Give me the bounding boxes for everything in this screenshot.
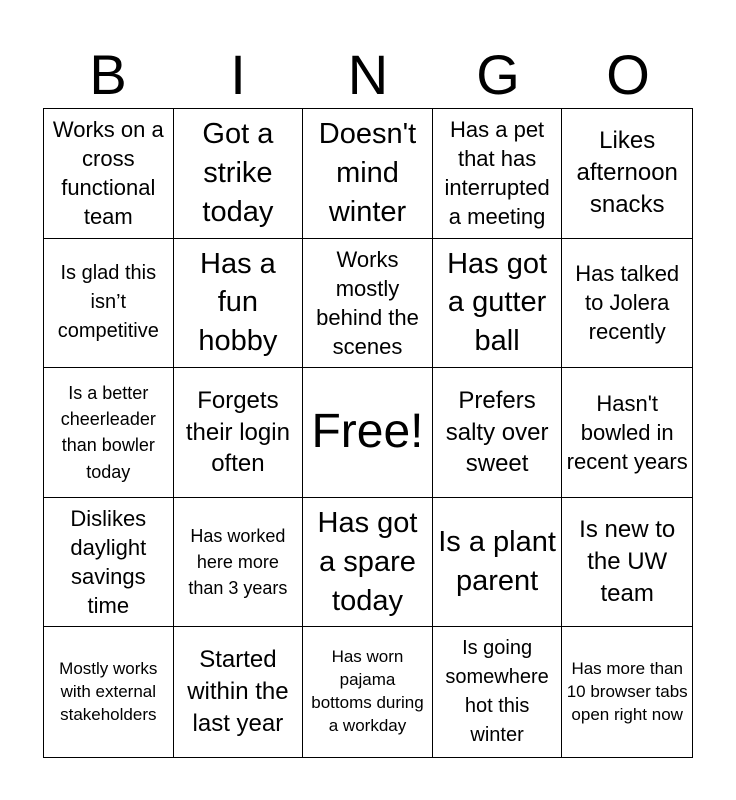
cell-text: Has got a spare today xyxy=(317,506,418,617)
cell-text: Has worked here more than 3 years xyxy=(188,525,288,599)
bingo-cell[interactable] xyxy=(562,627,692,757)
header-letter-b: B xyxy=(89,43,127,106)
header-letter-n: N xyxy=(347,43,389,106)
cell-text: Got a strike today xyxy=(202,118,274,228)
free-space-text: Free! xyxy=(311,405,424,459)
header-letter-g: G xyxy=(476,43,520,106)
header-letter-i: I xyxy=(230,43,246,106)
bingo-cell[interactable] xyxy=(44,368,174,498)
cell-text: Is a plant parent xyxy=(438,526,556,598)
bingo-cell[interactable] xyxy=(303,239,433,369)
bingo-cell[interactable] xyxy=(562,498,692,628)
cell-text: Has a pet that has interrupted a meeting xyxy=(444,117,550,230)
cell-text: Is a better cheerleader than bowler today xyxy=(60,383,156,482)
bingo-cell[interactable] xyxy=(174,109,304,239)
cell-text: Started within the last year xyxy=(187,646,289,738)
cell-text: Is new to the UW team xyxy=(579,516,676,608)
bingo-cell[interactable] xyxy=(44,239,174,369)
bingo-cell[interactable] xyxy=(44,627,174,757)
free-space[interactable] xyxy=(303,368,433,498)
cell-text: Hasn't bowled in recent years xyxy=(566,390,688,474)
bingo-cell[interactable] xyxy=(562,239,692,369)
bingo-board xyxy=(43,108,693,758)
bingo-cell[interactable] xyxy=(433,239,563,369)
bingo-cell[interactable] xyxy=(174,239,304,369)
header-letter-o: O xyxy=(606,43,650,106)
bingo-cell[interactable] xyxy=(174,627,304,757)
cell-text: Works on a cross functional team xyxy=(52,117,164,230)
bingo-cell[interactable] xyxy=(44,109,174,239)
cell-text: Has more than 10 browser tabs open right now xyxy=(566,658,688,724)
cell-text: Mostly works with external stakeholders xyxy=(59,658,158,724)
cell-text: Has talked to Jolera recently xyxy=(575,261,680,345)
bingo-cell[interactable] xyxy=(303,498,433,628)
cell-text: Doesn't mind winter xyxy=(318,118,417,228)
bingo-header xyxy=(43,42,693,108)
bingo-cell[interactable] xyxy=(44,498,174,628)
bingo-cell[interactable] xyxy=(303,627,433,757)
cell-text: Works mostly behind the scenes xyxy=(316,246,419,359)
cell-text: Is going somewhere hot this winter xyxy=(445,637,549,747)
bingo-cell[interactable] xyxy=(174,368,304,498)
bingo-cell[interactable] xyxy=(174,498,304,628)
cell-text: Has got a gutter ball xyxy=(447,247,548,358)
cell-text: Dislikes daylight savings time xyxy=(70,506,147,619)
cell-text: Likes afternoon snacks xyxy=(576,127,678,219)
bingo-cell[interactable] xyxy=(562,109,692,239)
cell-text: Forgets their login often xyxy=(185,386,290,478)
bingo-cell[interactable] xyxy=(433,109,563,239)
bingo-cell[interactable] xyxy=(433,627,563,757)
cell-text: Has a fun hobby xyxy=(198,247,278,358)
bingo-cell[interactable] xyxy=(562,368,692,498)
cell-text: Is glad this isn’t competitive xyxy=(57,262,159,343)
bingo-cell[interactable] xyxy=(433,498,563,628)
bingo-cell[interactable] xyxy=(433,368,563,498)
cell-text: Prefers salty over sweet xyxy=(445,386,549,478)
cell-text: Has worn pajama bottoms during a workday xyxy=(311,647,424,736)
bingo-cell[interactable] xyxy=(303,109,433,239)
